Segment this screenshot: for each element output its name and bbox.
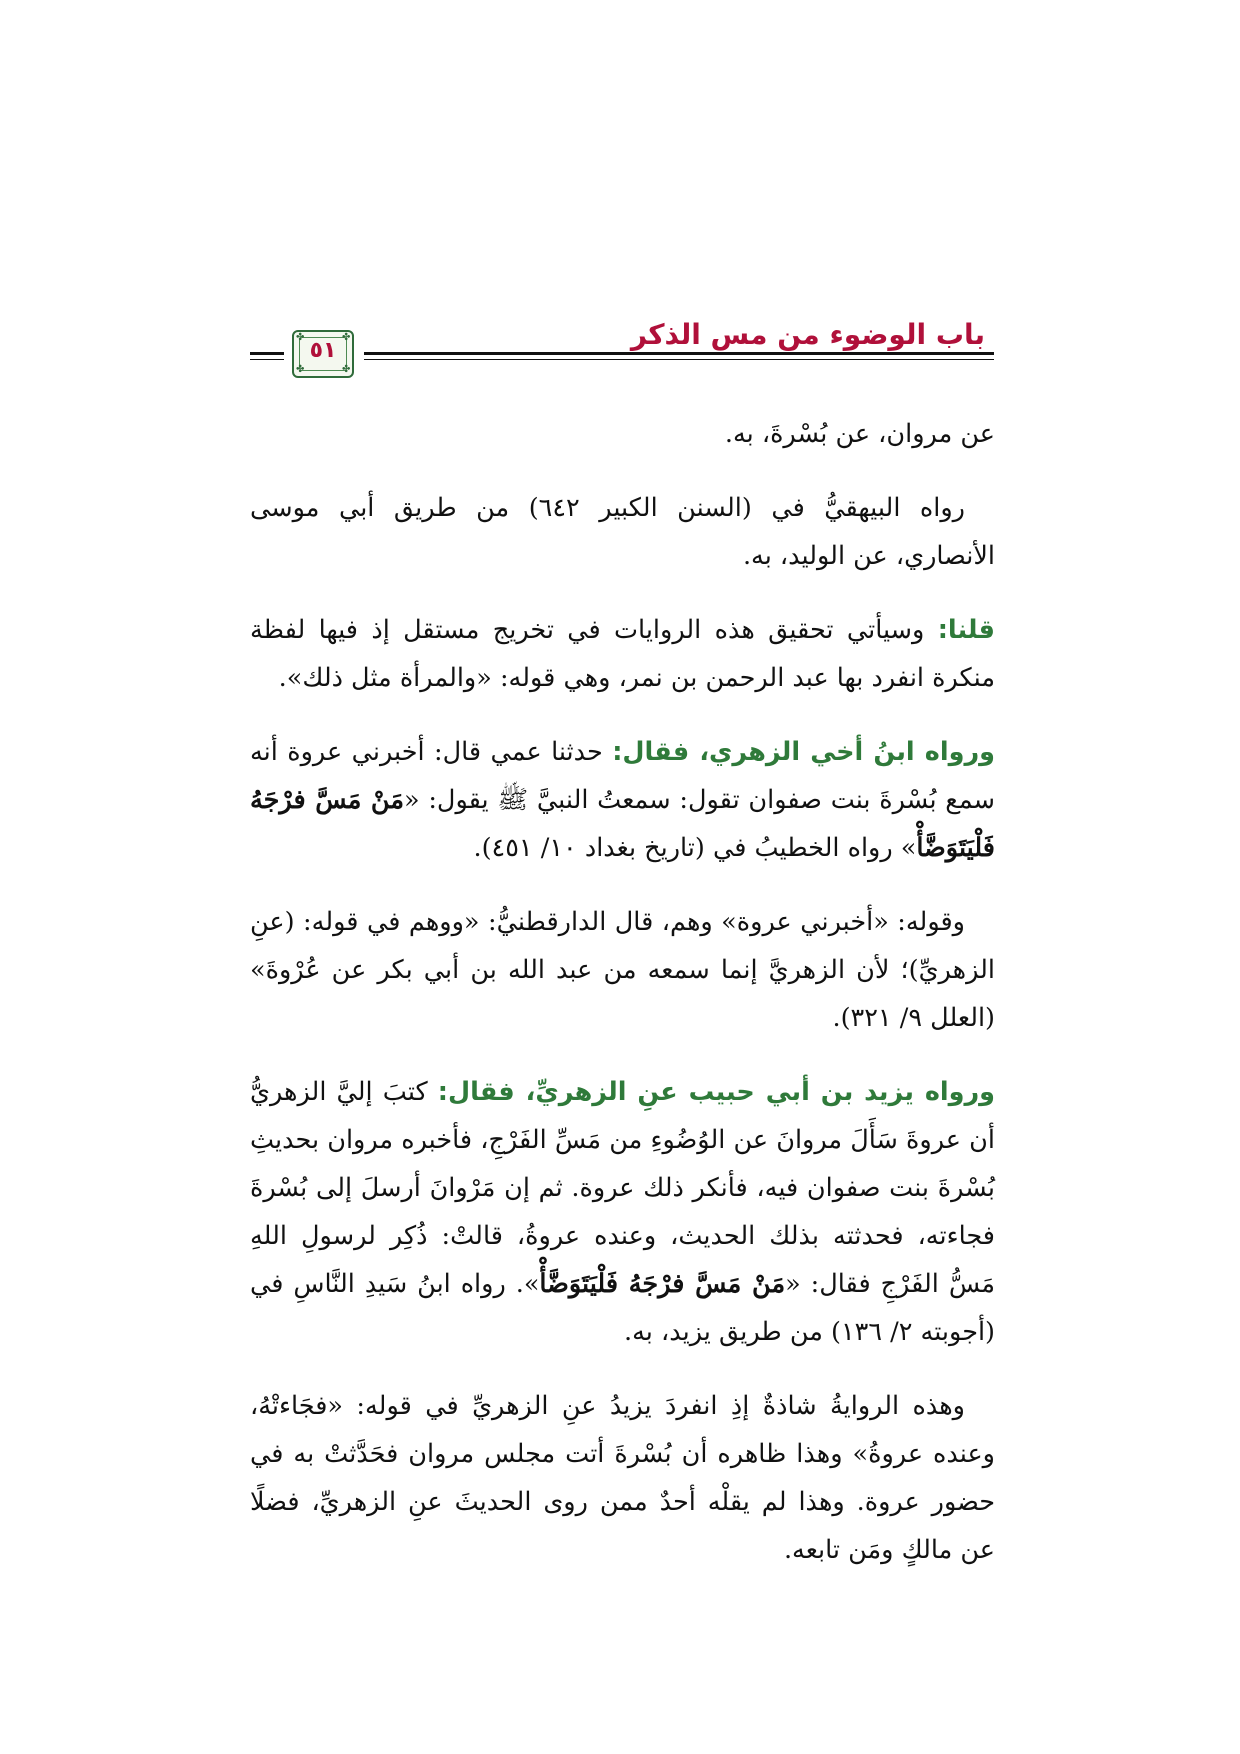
- page-body: [250, 410, 995, 1600]
- paragraph-4: [250, 728, 995, 872]
- page-number-badge: [292, 330, 354, 378]
- ornament-icon: ✤: [296, 364, 305, 375]
- hadith-quote: مَنْ مَسَّ فرْجَهُ فَلْيَتَوَضَّأْ: [250, 785, 995, 863]
- chapter-title: باب الوضوء من مس الذكر: [630, 318, 985, 351]
- paragraph-text: كتبَ إليَّ الزهريُّ أن عروةَ سَأَلَ مروانَ عن الوُضُوءِ من مَسِّ الفَرْجِ، فأخبره مروان بحديثِ بُسْرةَ بنت صفوان فيه، فأنكر ذلك عروة. ثم إن مَرْوانَ أرسلَ إلى بُسْرةَ فجاءته، فحدثته بذلك الحديث، وعنده عروةُ، قالتْ: ذُكِر لرسولِ اللهِ مَسُّ الفَرْجِ فقال: «: [250, 1077, 995, 1299]
- paragraph-text: حدثنا عمي قال: أخبرني عروة أنه سمع بُسْرةَ بنت صفوان تقول: سمعتُ النبيَّ ﷺ يقول: «: [250, 737, 995, 815]
- lead-phrase: ورواه ابنُ أخي الزهري، فقال:: [612, 737, 995, 767]
- paragraph-2: رواه البيهقيُّ في (السنن الكبير ٦٤٢) من طريق أبي موسى الأنصاري، عن الوليد، به.: [250, 493, 995, 571]
- paragraph-5: وقوله: «أخبرني عروة» وهم، قال الدارقطنيُّ: «ووهم في قوله: (عنِ الزهريِّ)؛ لأن الزهريَّ إنما سمعه من عبد الله بن أبي بكر عن عُرْوةَ» (العلل ٩/ ٣٢١).: [250, 907, 995, 1033]
- page-number: ٥١: [309, 338, 337, 363]
- paragraph-7: وهذه الروايةُ شاذةٌ إذِ انفردَ يزيدُ عنِ الزهريِّ في قوله: «فجَاءتْهُ، وعنده عروةُ» وهذا ظاهره أن بُسْرةَ أتت مجلس مروان فحَدَّثتْ به في حضور عروة. وهذا لم يقلْه أحدٌ ممن روى الحديثَ عنِ الزهريِّ، فضلًا عن مالكٍ ومَن تابعه.: [250, 1391, 995, 1565]
- header-rule-left-thin: [250, 359, 284, 360]
- header-rule-right: [364, 352, 994, 355]
- paragraph-text: ». رواه ابنُ سَيدِ النَّاسِ في (أجوبته ٢/ ١٣٦) من طريق يزيد، به.: [250, 1269, 995, 1347]
- ornament-icon: ✤: [296, 332, 305, 343]
- ornament-icon: ✤: [342, 364, 351, 375]
- page-header: [0, 0, 1240, 400]
- lead-phrase: قلنا:: [937, 615, 995, 645]
- paragraph-1: عن مروان، عن بُسْرةَ، به.: [724, 419, 995, 449]
- hadith-quote: مَنْ مَسَّ فرْجَهُ فَلْيَتَوَضَّأْ: [539, 1269, 786, 1299]
- paragraph-text: وسيأتي تحقيق هذه الروايات في تخريج مستقل إذ فيها لفظة منكرة انفرد بها عبد الرحمن بن نمر، وهي قوله: «والمرأة مثل ذلك».: [250, 615, 995, 693]
- paragraph-text: » رواه الخطيبُ في (تاريخ بغداد ١٠/ ٤٥١).: [473, 833, 917, 863]
- header-rule-left: [250, 352, 284, 355]
- ornament-icon: ✤: [342, 332, 351, 343]
- lead-phrase: ورواه يزيد بن أبي حبيب عنِ الزهريِّ، فقال:: [437, 1077, 995, 1107]
- paragraph-3: [250, 606, 995, 702]
- paragraph-6: [250, 1068, 995, 1356]
- header-rule-right-thin: [364, 359, 994, 360]
